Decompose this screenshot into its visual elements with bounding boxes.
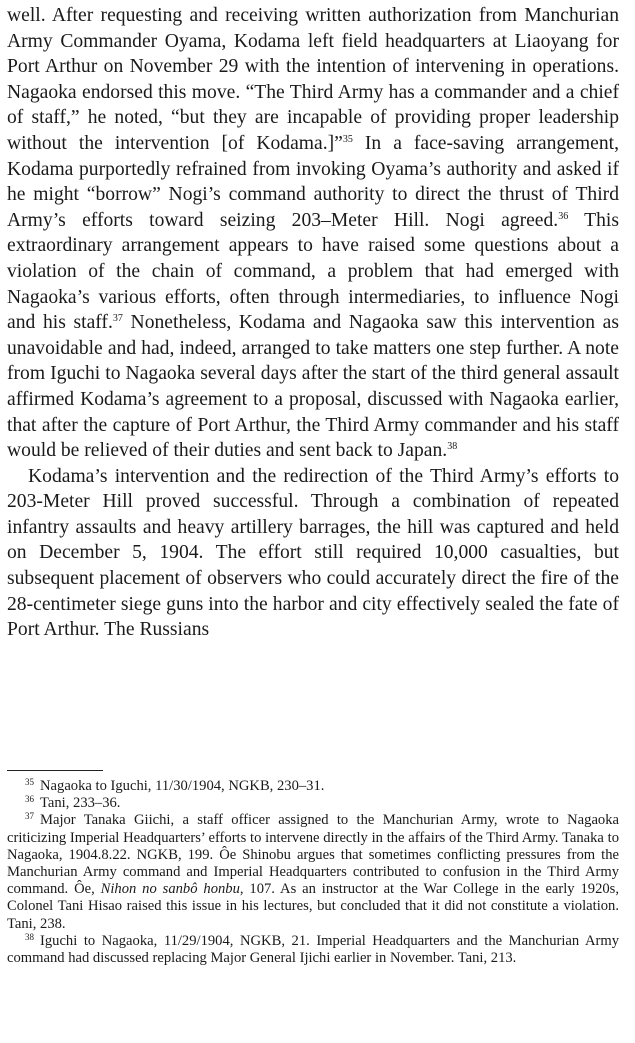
- body-paragraph-1: [7, 3, 619, 464]
- footnote-text: , 107. As an instructor at the War College in the early 1920s, Colonel Tani Hisao raised this issue in his lectures, but concluded that it did not constitute a violation. Tani, 238.: [7, 881, 619, 932]
- paragraph-1-text-d: Nonetheless, Kodama and Nagaoka saw this intervention as unavoidable and had, indeed, arranged to take matters one step further. A note from Iguchi to Nagaoka several days after the start of the third general assault affirmed Kodama’s agreement to a proposal, discussed with Nagaoka earlier, that after the capture of Port Arthur, the Third Army commander and his staff would be relieved of their duties and sent back to Japan.: [7, 312, 619, 462]
- footnote-35: [7, 778, 619, 795]
- footnote-37: [7, 812, 619, 932]
- footnote-38: [7, 933, 619, 967]
- paragraph-1-text-b: In a face-saving arrangement, Kodama purportedly refrained from invoking Oyama’s authority and asked if he might “borrow” Nogi’s command authority to direct the thrust of Third Army’s efforts toward seizing 203–Meter Hill. Nogi agreed.: [7, 132, 619, 231]
- main-text: [7, 3, 619, 643]
- footnote-number: 38: [25, 931, 34, 942]
- footnote-ref-36[interactable]: 36: [558, 210, 569, 222]
- footnote-ref-37[interactable]: 37: [112, 313, 123, 325]
- body-paragraph-2: Kodama’s intervention and the redirection of the Third Army’s efforts to 203-Meter Hill proved successful. Through a combination of repeated infantry assaults and heavy artillery barrages, the hill was captured and held on December 5, 1904. The effort still required 10,000 casualties, but subsequent placement of observers who could accurately direct the fire of the 28-centimeter siege guns into the harbor and city effectively sealed the fate of Port Arthur. The Russians: [7, 465, 619, 641]
- footnote-number: 37: [25, 811, 34, 822]
- paragraph-1-text-c: This extraordinary arrangement appears to have raised some questions about a violation of the chain of command, a problem that had emerged with Nagaoka’s various efforts, often through intermediaries, to influence Nogi and his staff.: [7, 209, 619, 334]
- footnote-number: 35: [25, 777, 34, 787]
- footnote-ref-35[interactable]: 35: [342, 133, 353, 145]
- paragraph-1-text-a: well. After requesting and receiving written authorization from Manchurian Army Commander Oyama, Kodama left field headquarters at Liaoyang for Port Arthur on November 29 with the intention of intervening in operations. Nagaoka endorsed this move. “The Third Army has a commander and a chief of staff,” he noted, “but they are incapable of providing proper leadership without the intervention [of Kodama.]”: [7, 5, 619, 154]
- footnotes: [7, 778, 619, 967]
- footnote-text: Nagaoka to Iguchi, 11/30/1904, NGKB, 230–31.: [40, 778, 325, 794]
- footnote-36: [7, 795, 619, 812]
- book-title: Nihon no sanbô honbu: [100, 881, 240, 898]
- footnote-ref-38[interactable]: 38: [447, 441, 458, 453]
- footnote-divider: [7, 770, 103, 771]
- footnote-text: Iguchi to Nagaoka, 11/29/1904, NGKB, 21. Imperial Headquarters and the Manchurian Army command had discussed replacing Major General Ijichi earlier in November. Tani, 213.: [7, 932, 619, 967]
- footnote-text: Tani, 233–36.: [40, 795, 121, 812]
- footnote-text: Major Tanaka Giichi, a staff officer assigned to the Manchurian Army, wrote to Nagaoka criticizing Imperial Headquarters’ efforts to intervene directly in the affairs of the Third Army. Tanaka to Nagaoka, 1904.8.22. NGKB, 199. Ôe Shinobu argues that sometimes conflicting pressures from the Manchurian Army command and Imperial Headquarters contributed to confusion in the Third Army command. Ôe,: [7, 812, 619, 898]
- footnote-number: 36: [25, 794, 34, 805]
